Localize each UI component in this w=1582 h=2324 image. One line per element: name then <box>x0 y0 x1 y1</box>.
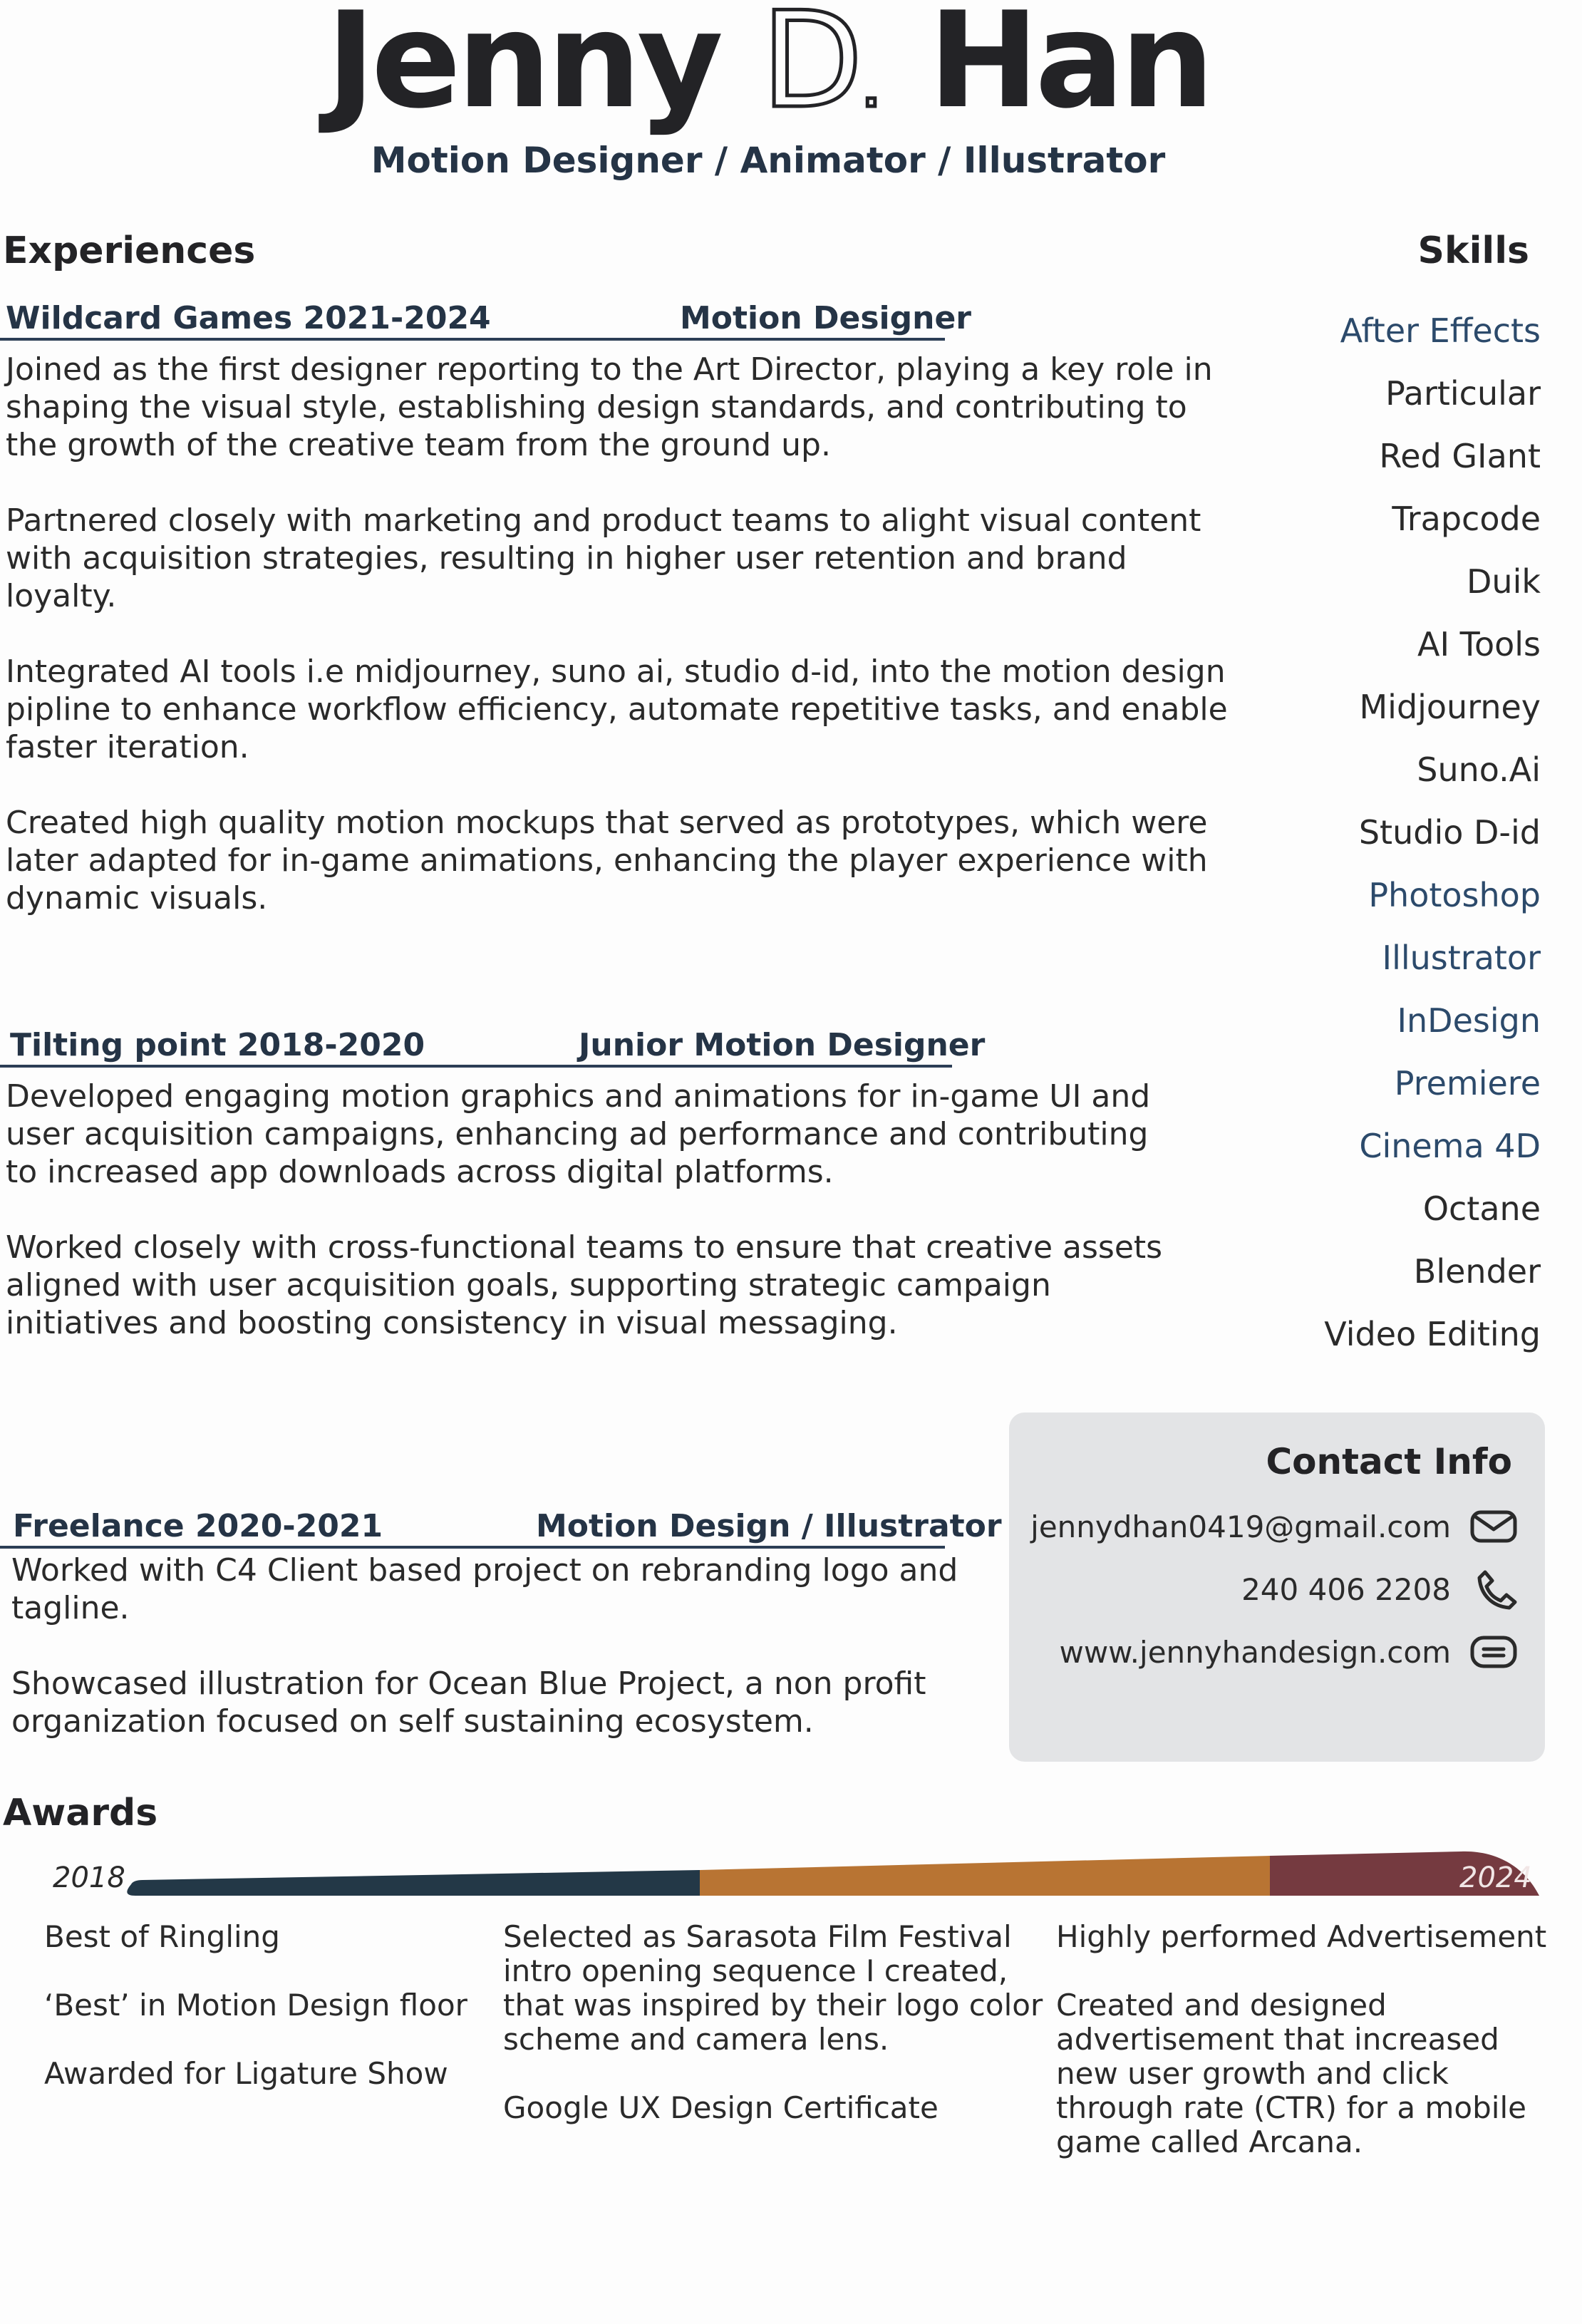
contact-info-card <box>1009 1413 1545 1762</box>
skill-item: Red GIant <box>1379 437 1541 475</box>
skills-heading: Skills <box>1417 229 1529 272</box>
skill-item: AI Tools <box>1417 625 1541 663</box>
envelope-icon <box>1468 1505 1519 1548</box>
job-paragraph: Showcased illustration for Ocean Blue Project, a non profit organization focused on self sustaining ecosystem. <box>11 1665 926 1740</box>
job-paragraph: Developed engaging motion graphics and animations for in-game UI and user acquisition campaigns, enhancing ad performance and contributing to increased app downloads across digital platforms. <box>6 1078 1151 1190</box>
job-paragraph: Worked closely with cross-functional teams to ensure that creative assets aligned with user acquisition goals, supporting strategic campaign initiatives and boosting consistency in visual messaging. <box>6 1229 1163 1341</box>
website-text[interactable]: www.jennyhandesign.com <box>1059 1634 1451 1670</box>
skill-item: Duik <box>1467 562 1541 601</box>
job-role: Motion Design / Illustrator <box>536 1508 1002 1544</box>
contact-email-row[interactable] <box>1030 1505 1519 1548</box>
job-paragraph: Integrated AI tools i.e midjourney, suno ai, studio d-id, into the motion design pipline to enhance workflow efficiency, automate repetitive tasks, and enable faster iteration. <box>6 654 1228 765</box>
skills-list <box>1324 299 1541 1365</box>
skill-item: Cinema 4D <box>1359 1127 1541 1165</box>
skill-item: Premiere <box>1394 1064 1541 1102</box>
awards-timeline-bar <box>121 1846 1549 1897</box>
timeline-end-year: 2024 <box>1459 1861 1532 1894</box>
award-item: Google UX Design Certificate <box>503 2090 939 2125</box>
middle-initial-dot: . <box>863 67 875 117</box>
contact-website-row[interactable] <box>1059 1631 1519 1673</box>
skill-item: Trapcode <box>1392 500 1541 538</box>
job-role: Junior Motion Designer <box>579 1027 986 1063</box>
timeline-start-year: 2018 <box>53 1861 125 1894</box>
skill-item: Suno.Ai <box>1417 750 1541 789</box>
last-name: Han <box>928 0 1211 138</box>
skill-item: Illustrator <box>1382 939 1541 977</box>
first-name: Jenny <box>326 0 720 138</box>
award-item: Highly performed Advertisement <box>1056 1919 1547 1954</box>
timeline-segment-mid <box>700 1856 1270 1896</box>
award-item: Created and designed advertisement that increased new user growth and click through rate (CTR) for a mobile game called Arcana. <box>1056 1988 1526 2159</box>
job-role: Motion Designer <box>680 300 971 336</box>
skill-item: After Effects <box>1340 311 1541 350</box>
job-header-freelance <box>0 1502 1002 1549</box>
skill-item: Photoshop <box>1368 876 1541 914</box>
job-company: Tilting point 2018-2020 <box>10 1027 425 1063</box>
awards-column-1 <box>44 1920 486 2125</box>
job-paragraph: Partnered closely with marketing and product teams to alight visual content with acquisition strategies, resulting in higher user retention and brand loyalty. <box>6 502 1201 614</box>
skill-item: InDesign <box>1397 1001 1541 1040</box>
job-header-wildcard <box>0 294 971 341</box>
skill-item: Particular <box>1385 374 1541 413</box>
skill-item: Video Editing <box>1324 1315 1541 1353</box>
contact-info-heading: Contact Info <box>1266 1441 1512 1482</box>
awards-column-3 <box>1056 1920 1555 2194</box>
middle-initial: D <box>760 0 864 138</box>
skill-item: Midjourney <box>1359 688 1541 726</box>
job-titles-subtitle: Motion Designer / Animator / Illustrator <box>371 140 1166 181</box>
email-text[interactable]: jennydhan0419@gmail.com <box>1030 1509 1451 1544</box>
phone-text[interactable]: 240 406 2208 <box>1241 1571 1451 1607</box>
contact-phone-row[interactable] <box>1241 1568 1519 1611</box>
job-paragraph: Joined as the first designer reporting to the Art Director, playing a key role in shaping the visual style, establishing design standards, and contributing to the growth of the creative team from the ground up. <box>6 351 1213 463</box>
job-description-tilting-point <box>6 1078 1189 1380</box>
award-item: Selected as Sarasota Film Festival intro opening sequence I created, that was inspired by their logo color scheme and camera lens. <box>503 1919 1043 2057</box>
skill-item: Blender <box>1413 1252 1541 1291</box>
job-description-wildcard <box>6 351 1246 955</box>
skill-item: Octane <box>1422 1189 1541 1228</box>
award-item: Best of Ringling <box>44 1919 280 1954</box>
job-description-freelance <box>11 1551 995 1778</box>
award-item: ‘Best’ in Motion Design floor <box>44 1988 467 2023</box>
job-company: Wildcard Games 2021-2024 <box>6 300 491 336</box>
awards-heading: Awards <box>3 1792 158 1834</box>
phone-icon <box>1468 1568 1519 1611</box>
resume-name <box>0 0 1536 137</box>
job-header-tilting-point <box>0 1021 986 1068</box>
timeline-segment-early <box>127 1870 700 1896</box>
skill-item: Studio D-id <box>1358 813 1541 852</box>
job-company: Freelance 2020-2021 <box>13 1508 383 1544</box>
job-paragraph: Worked with C4 Client based project on rebranding logo and tagline. <box>11 1552 958 1626</box>
award-item: Awarded for Ligature Show <box>44 2056 448 2091</box>
awards-column-2 <box>503 1920 1045 2159</box>
job-paragraph: Created high quality motion mockups that served as prototypes, which were later adapted for in-game animations, enhancing the player experience with dynamic visuals. <box>6 805 1208 916</box>
link-icon <box>1468 1631 1519 1673</box>
experiences-heading: Experiences <box>3 229 256 272</box>
